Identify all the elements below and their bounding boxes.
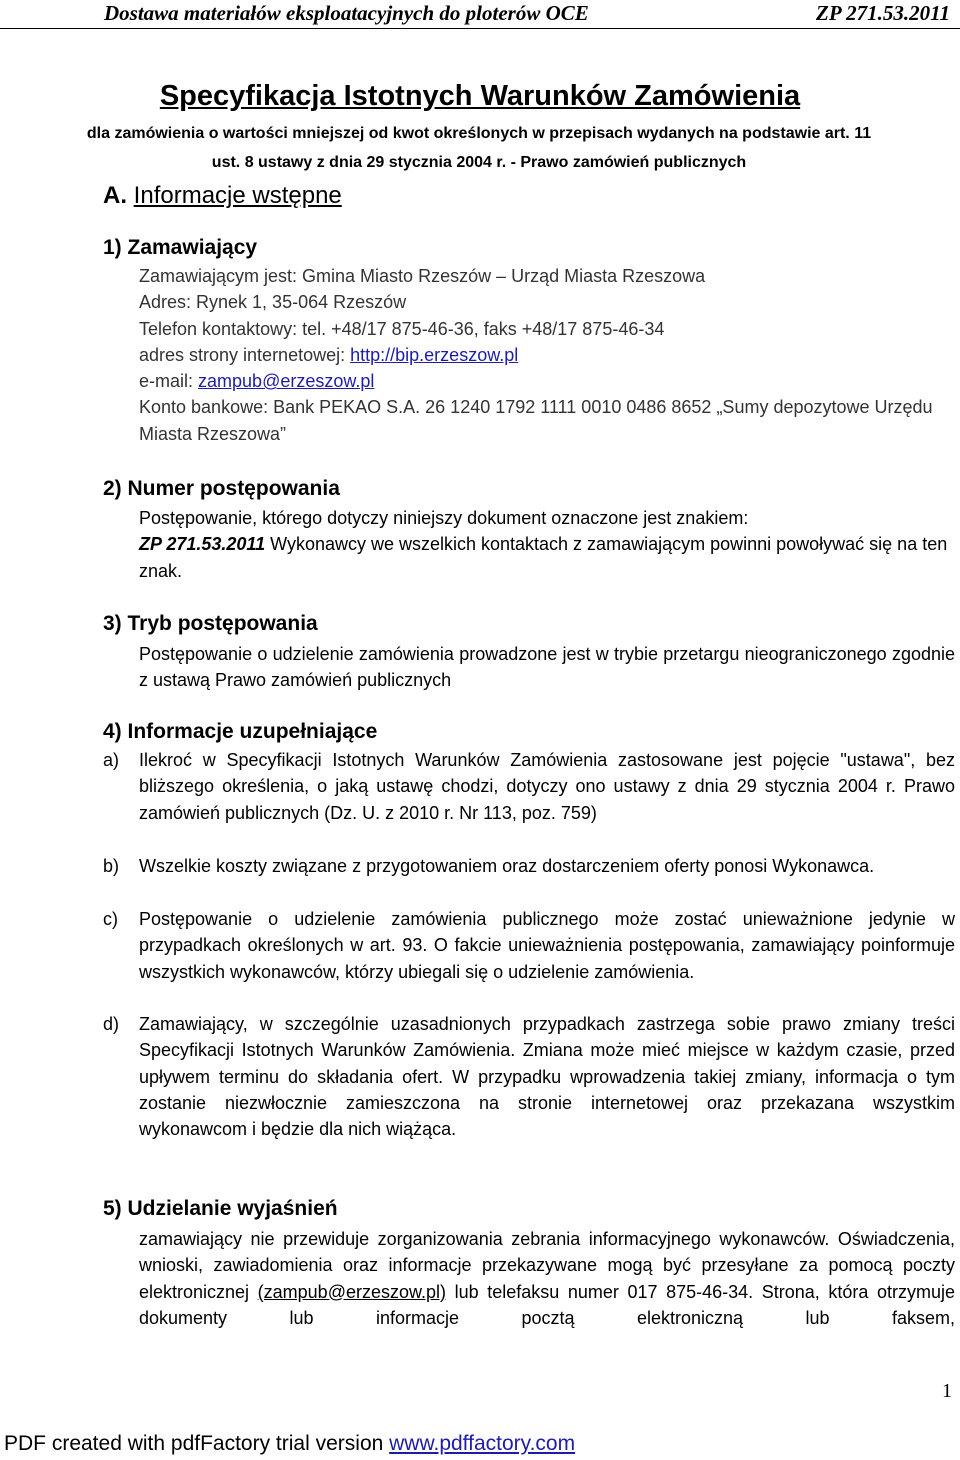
footer-link[interactable]: www.pdffactory.com — [389, 1432, 576, 1455]
list-item — [103, 906, 955, 985]
section-1-heading: 1) Zamawiający — [103, 236, 258, 259]
list-item-text: Postępowanie o udzielenie zamówienia publicznego może zostać unieważnione jedynie w przypadkach określonych w art. 93. O fakcie unieważnienia postępowania, zamawiający poinformuje wszystkich wykonawców, którzy ubiegali się o udzielenie zamówienia. — [139, 909, 955, 982]
section-a-title: Informacje wstępne — [133, 182, 342, 209]
section-4-heading: 4) Informacje uzupełniające — [103, 720, 378, 743]
section-3-heading: 3) Tryb postępowania — [103, 612, 318, 635]
email-link[interactable]: zampub@erzeszow.pl — [198, 371, 375, 392]
email-line — [139, 368, 955, 394]
clarification-text-2: lub telefaksu numer 017 875-46-34. Strona, która otrzymuje dokumenty lub informacje pocztą elektroniczną lub faksem, — [139, 1281, 955, 1328]
phone-line: Telefon kontaktowy: tel. +48/17 875-46-36, faks +48/17 875-46-34 — [139, 318, 665, 339]
document-title: Specyfikacja Istotnych Warunków Zamówienia — [159, 80, 801, 112]
clarification-email-link[interactable]: (zampub@erzeszow.pl) — [257, 1281, 446, 1302]
address-line: Adres: Rynek 1, 35-064 Rzeszów — [139, 292, 407, 313]
reference-intro: Postępowanie, którego dotyczy niniejszy dokument oznaczone jest znakiem: — [139, 508, 749, 528]
document-subtitle: dla zamówienia o wartości mniejszej od kwot określonych w przepisach wydanych na podstawie art. 11 ust. 8 ustawy z dnia 29 stycznia 2004 r. - Prawo zamówień publicznych — [86, 125, 872, 171]
section-5-body — [139, 1226, 955, 1331]
list-marker: b) — [103, 856, 120, 876]
section-a-letter: A. — [103, 182, 127, 209]
email-label: e-mail: — [139, 371, 194, 392]
list-marker: a) — [103, 750, 120, 770]
section-a-heading — [103, 182, 342, 210]
header-title: Dostawa materiałów eksploatacyjnych do ploterów OCE — [104, 1, 589, 25]
page-header — [0, 0, 960, 29]
section-2-heading: 2) Numer postępowania — [103, 477, 340, 500]
website-link[interactable]: http://bip.erzeszow.pl — [350, 344, 519, 365]
section-2-body — [139, 505, 955, 584]
website-line — [139, 342, 955, 368]
ordering-party-line: Zamawiającym jest: Gmina Miasto Rzeszów – Urząd Miasta Rzeszowa — [139, 266, 706, 286]
header-reference: ZP 271.53.2011 — [816, 1, 950, 25]
list-item — [103, 1011, 955, 1142]
list-item-text: Zamawiający, w szczególnie uzasadnionych przypadkach zastrzega sobie prawo zmiany treści Specyfikacji Istotnych Warunków Zamówienia. Zmiana może mieć miejsce w każdym czasie, przed upływem terminu do składania ofert. W przypadku wprowadzenia takiej zmiany, informacja o tym zostanie niezwłocznie zamieszczona na stronie internetowej oraz przekazana wszystkim wykonawcom i będzie dla nich wiążąca. — [139, 1014, 955, 1140]
section-1-body — [139, 263, 955, 447]
website-label: adres strony internetowej: — [139, 344, 346, 365]
list-item-text: Wszelkie koszty związane z przygotowaniem oraz dostarczeniem oferty ponosi Wykonawca. — [139, 856, 875, 876]
list-item-text: Ilekroć w Specyfikacji Istotnych Warunków Zamówienia zastosowane jest pojęcie "ustawa", bez bliższego określenia, o jaką ustawę chodzi, dotyczy ono ustawy z dnia 29 stycznia 2004 r. Prawo zamówień publicznych (Dz. U. z 2010 r. Nr 113, poz. 759) — [139, 750, 955, 823]
reference-note: Wykonawcy we wszelkich kontaktach z zamawiającym powinni powoływać się na ten znak. — [139, 534, 948, 581]
list-marker: c) — [103, 909, 118, 929]
list-item — [103, 853, 955, 879]
footer-text: PDF created with pdfFactory trial version — [4, 1432, 390, 1455]
bank-account-line: Konto bankowe: Bank PEKAO S.A. 26 1240 1792 1111 0010 0486 8652 „Sumy depozytowe Urzędu Miasta Rzeszowa” — [139, 397, 933, 444]
clarification-text-1: zamawiający nie przewiduje zorganizowania zebrania informacyjnego wykonawców. Oświadczenia, wnioski, zawiadomienia oraz informacje przekazywane mogą być przesyłane za pomocą poczty elektronicznej — [139, 1229, 955, 1302]
page-number: 1 — [942, 1380, 952, 1402]
section-3-body: Postępowanie o udzielenie zamówienia prowadzone jest w trybie przetargu nieograniczonego zgodnie z ustawą Prawo zamówień publicznych — [139, 644, 955, 691]
reference-text — [139, 531, 955, 584]
section-5-heading: 5) Udzielanie wyjaśnień — [103, 1197, 338, 1220]
list-item — [103, 747, 955, 826]
reference-code: ZP 271.53.2011 — [139, 534, 266, 555]
list-marker: d) — [103, 1014, 120, 1034]
pdf-footer — [4, 1432, 575, 1456]
